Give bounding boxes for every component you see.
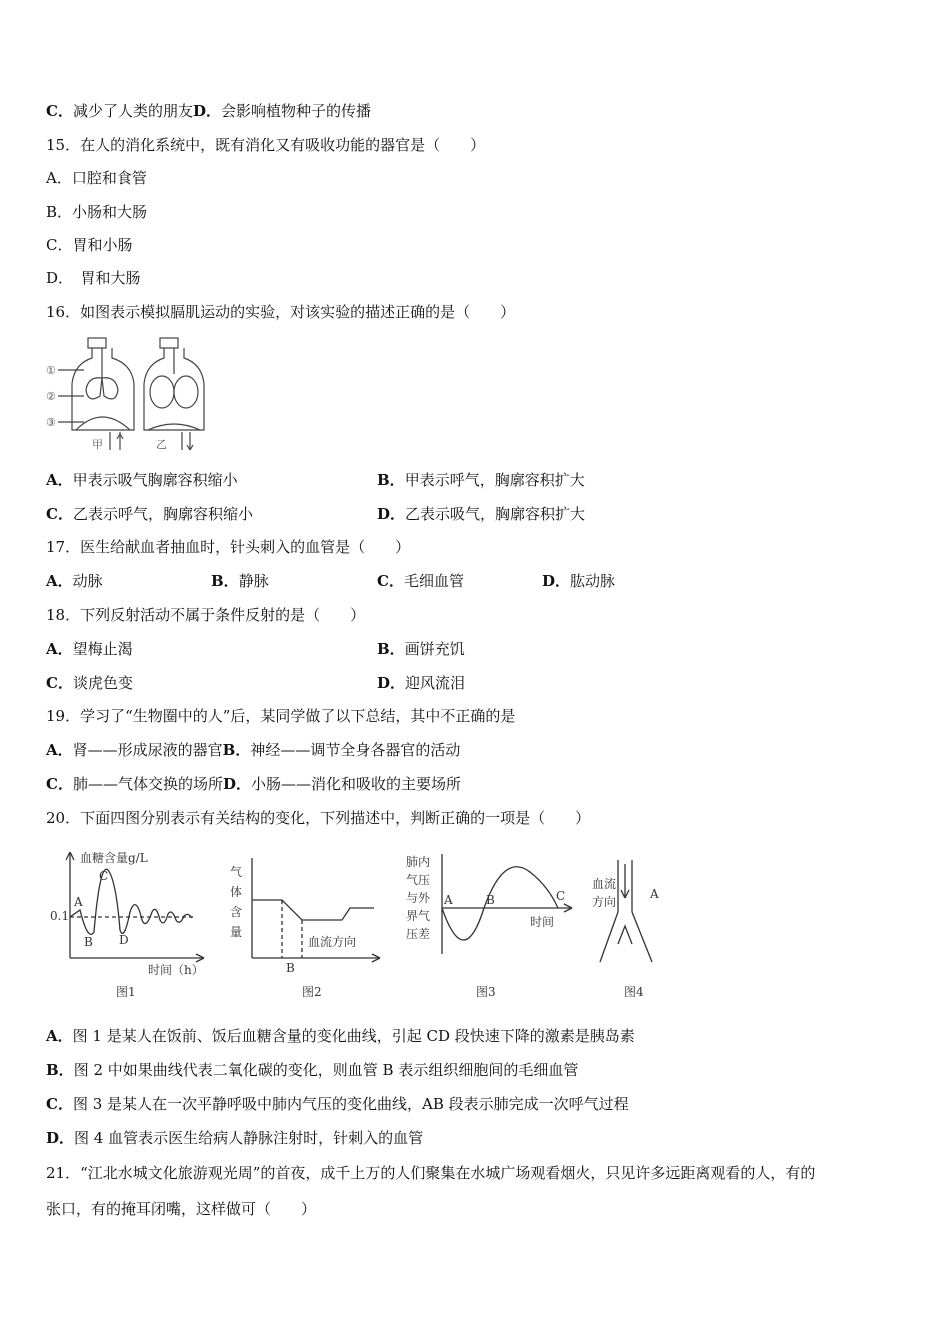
fig2-ylabel-4: 量 <box>230 925 243 939</box>
fig2-curve <box>252 900 374 920</box>
fig4-label-1: 血流 <box>592 877 617 891</box>
fig1-tick: 0.1 <box>50 909 70 923</box>
fig2-ylabel-3: 含 <box>230 905 243 919</box>
label-yi: 乙 <box>156 438 167 451</box>
q14-option-cd: C．减少了人类的朋友D．会影响植物种子的传播 <box>46 102 371 120</box>
q16-option-b: B．甲表示呼气，胸廓容积扩大 <box>377 471 585 489</box>
q15-option-c: C．胃和小肠 <box>46 236 133 254</box>
fig3-ylabel-5: 压差 <box>406 927 431 941</box>
fig3-point-b: B <box>486 893 495 907</box>
q18-option-b: B．画饼充饥 <box>377 640 465 658</box>
fig2-xlabel: 血流方向 <box>308 935 357 949</box>
question-19: 19．学习了“生物圈中的人”后，某同学做了以下总结，其中不正确的是 <box>46 707 516 725</box>
q20-option-c: C．图 3 是某人在一次平静呼吸中肺内气压的变化曲线，AB 段表示肺完成一次呼气过程 <box>46 1095 629 1113</box>
fig2-point-b: B <box>286 961 295 975</box>
fig3-point-c: C <box>556 889 566 903</box>
diaphragm-model-figure <box>44 334 214 458</box>
fig1-caption: 图1 <box>116 985 136 999</box>
q18-option-d: D．迎风流泪 <box>377 674 466 692</box>
balloon-left <box>86 378 102 399</box>
q20-figures <box>44 842 684 1006</box>
rubber-membrane <box>76 417 130 430</box>
q17-option-c: C．毛细血管 <box>377 572 464 590</box>
q16-option-c: C．乙表示呼气，胸廓容积缩小 <box>46 505 253 523</box>
label-1: ① <box>46 364 56 377</box>
balloon-right <box>102 378 118 399</box>
q18-option-c: C．谈虎色变 <box>46 674 133 692</box>
fig1-point-c: C <box>99 869 109 883</box>
fig1-ylabel: 血糖含量g/L <box>80 851 148 865</box>
q19-option-ab: A．肾——形成尿液的器官B．神经——调节全身各器官的活动 <box>46 741 461 759</box>
fig3-ylabel-3: 与外 <box>406 891 431 905</box>
q18-option-a: A．望梅止渴 <box>46 640 133 658</box>
fig1-xlabel: 时间（h） <box>148 963 204 977</box>
question-21-line1: 21．“江北水城文化旅游观光周”的首夜，成千上万的人们聚集在水城广场观看烟火，只见许多远距离观看的人，有的 <box>46 1164 816 1182</box>
q17-option-d: D．肱动脉 <box>542 572 616 590</box>
q20-option-d: D．图 4 血管表示医生给病人静脉注射时，针刺入的血管 <box>46 1129 424 1147</box>
fig4-label-2: 方向 <box>592 895 617 909</box>
question-20: 20．下面四图分别表示有关结构的变化，下列描述中，判断正确的一项是（ ） <box>46 809 591 827</box>
fig3-ylabel-1: 肺内 <box>406 855 431 869</box>
fig4-point-a: A <box>650 887 659 901</box>
fig3-point-a: A <box>444 893 453 907</box>
fig3-curve <box>442 867 558 940</box>
q15-option-d: D． 胃和大肠 <box>46 269 141 287</box>
question-18: 18．下列反射活动不属于条件反射的是（ ） <box>46 606 366 624</box>
fig3-xlabel: 时间 <box>530 915 555 929</box>
fig3-ylabel-4: 界气 <box>406 909 431 923</box>
q20-option-a: A．图 1 是某人在饭前、饭后血糖含量的变化曲线，引起 CD 段快速下降的激素是胰岛素 <box>46 1027 635 1045</box>
question-17: 17．医生给献血者抽血时，针头刺入的血管是（ ） <box>46 538 411 556</box>
fig1-point-d: D <box>119 933 129 947</box>
fig1-point-b: B <box>84 935 93 949</box>
q20-option-b: B．图 2 中如果曲线代表二氧化碳的变化，则血管 B 表示组织细胞间的毛细血管 <box>46 1061 579 1079</box>
fig4-caption: 图4 <box>624 985 644 999</box>
fig1-point-a: A <box>74 895 83 909</box>
fig3-ylabel-2: 气压 <box>406 873 431 887</box>
fig1-curve <box>70 869 192 934</box>
q16-option-a: A．甲表示吸气胸廓容积缩小 <box>46 471 238 489</box>
question-16: 16．如图表示模拟膈肌运动的实验，对该实验的描述正确的是（ ） <box>46 303 516 321</box>
fig3-caption: 图3 <box>476 985 496 999</box>
label-3: ③ <box>46 416 56 429</box>
q15-option-a: A．口腔和食管 <box>46 169 147 187</box>
label-2: ② <box>46 390 56 403</box>
q17-option-b: B．静脉 <box>211 572 269 590</box>
fig2-ylabel-2: 体 <box>230 885 243 899</box>
question-15: 15．在人的消化系统中，既有消化又有吸收功能的器官是（ ） <box>46 136 486 154</box>
jar-stopper <box>88 338 106 348</box>
question-21-line2: 张口，有的掩耳闭嘴，这样做可（ ） <box>46 1200 317 1218</box>
q19-option-cd: C．肺——气体交换的场所D．小肠——消化和吸收的主要场所 <box>46 775 461 793</box>
fig2-caption: 图2 <box>302 985 322 999</box>
q17-option-a: A．动脉 <box>46 572 103 590</box>
label-jia: 甲 <box>92 438 103 451</box>
q15-option-b: B．小肠和大肠 <box>46 203 148 221</box>
q16-option-d: D．乙表示吸气，胸廓容积扩大 <box>377 505 586 523</box>
fig2-ylabel-1: 气 <box>230 865 243 879</box>
